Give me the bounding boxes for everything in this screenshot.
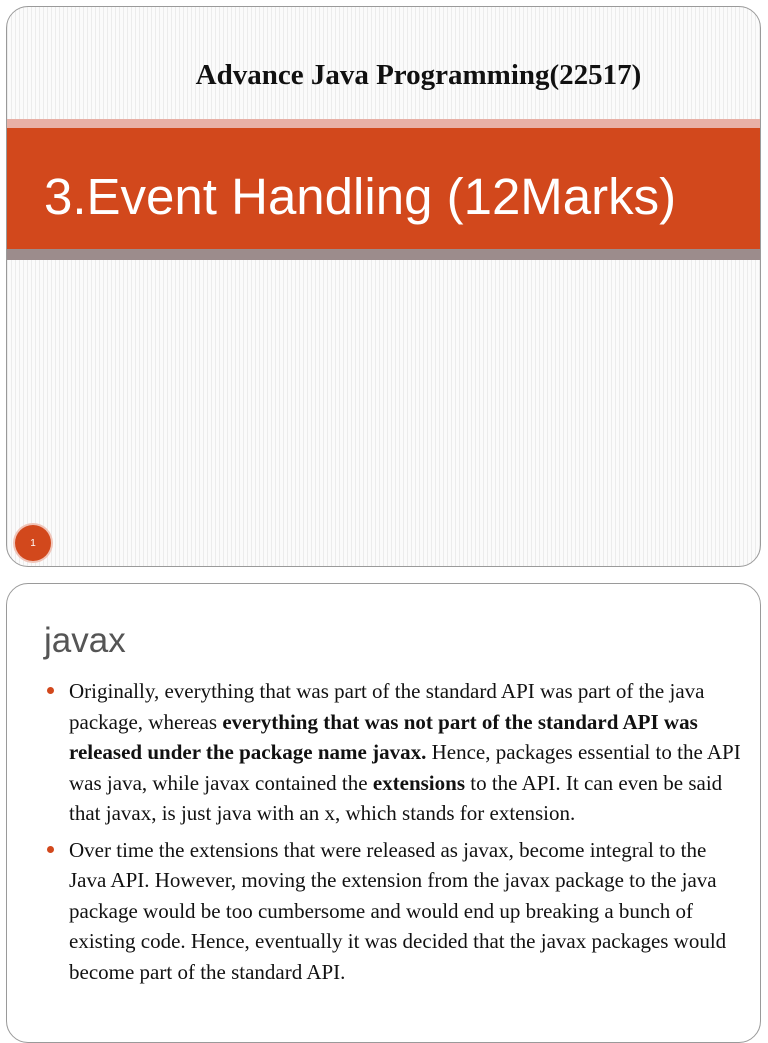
bullet-text: Over time the extensions that were released as javax, become integral to the Java API. However, moving the extension from the javax package to the java package would be too cumbersome and would end up breaking a bunch of existing code. Hence, eventually it was decided that the javax packages would become part of the standard API.	[69, 837, 727, 984]
bullet-bold-text: extensions	[372, 770, 465, 795]
title-band-bottom-stripe	[7, 249, 760, 260]
bullet-dot-icon	[47, 687, 54, 694]
bullet-text: to the API. It can even be said that javax, is just java with an x, which stands for extension.	[69, 770, 723, 825]
slide-heading: javax	[44, 621, 126, 660]
page-number-badge: 1	[15, 525, 51, 561]
bullet-bold-text: everything that was not part of the standard API was released under the package name javax.	[69, 709, 698, 764]
course-title: Advance Java Programming(22517)	[195, 59, 642, 91]
bullet-list	[37, 676, 747, 993]
list-item	[37, 835, 747, 988]
slide-2	[6, 583, 761, 1043]
slide-title: 3.Event Handling (12Marks)	[44, 168, 677, 225]
list-item	[37, 676, 747, 829]
bullet-dot-icon	[47, 846, 54, 853]
slide-1	[6, 6, 761, 567]
bullet-text: Hence, packages essential to the API was java, while javax contained the	[69, 740, 741, 795]
title-band-top-stripe	[7, 119, 760, 128]
bullet-text: Originally, everything that was part of the standard API was part of the java package, whereas	[69, 679, 705, 734]
